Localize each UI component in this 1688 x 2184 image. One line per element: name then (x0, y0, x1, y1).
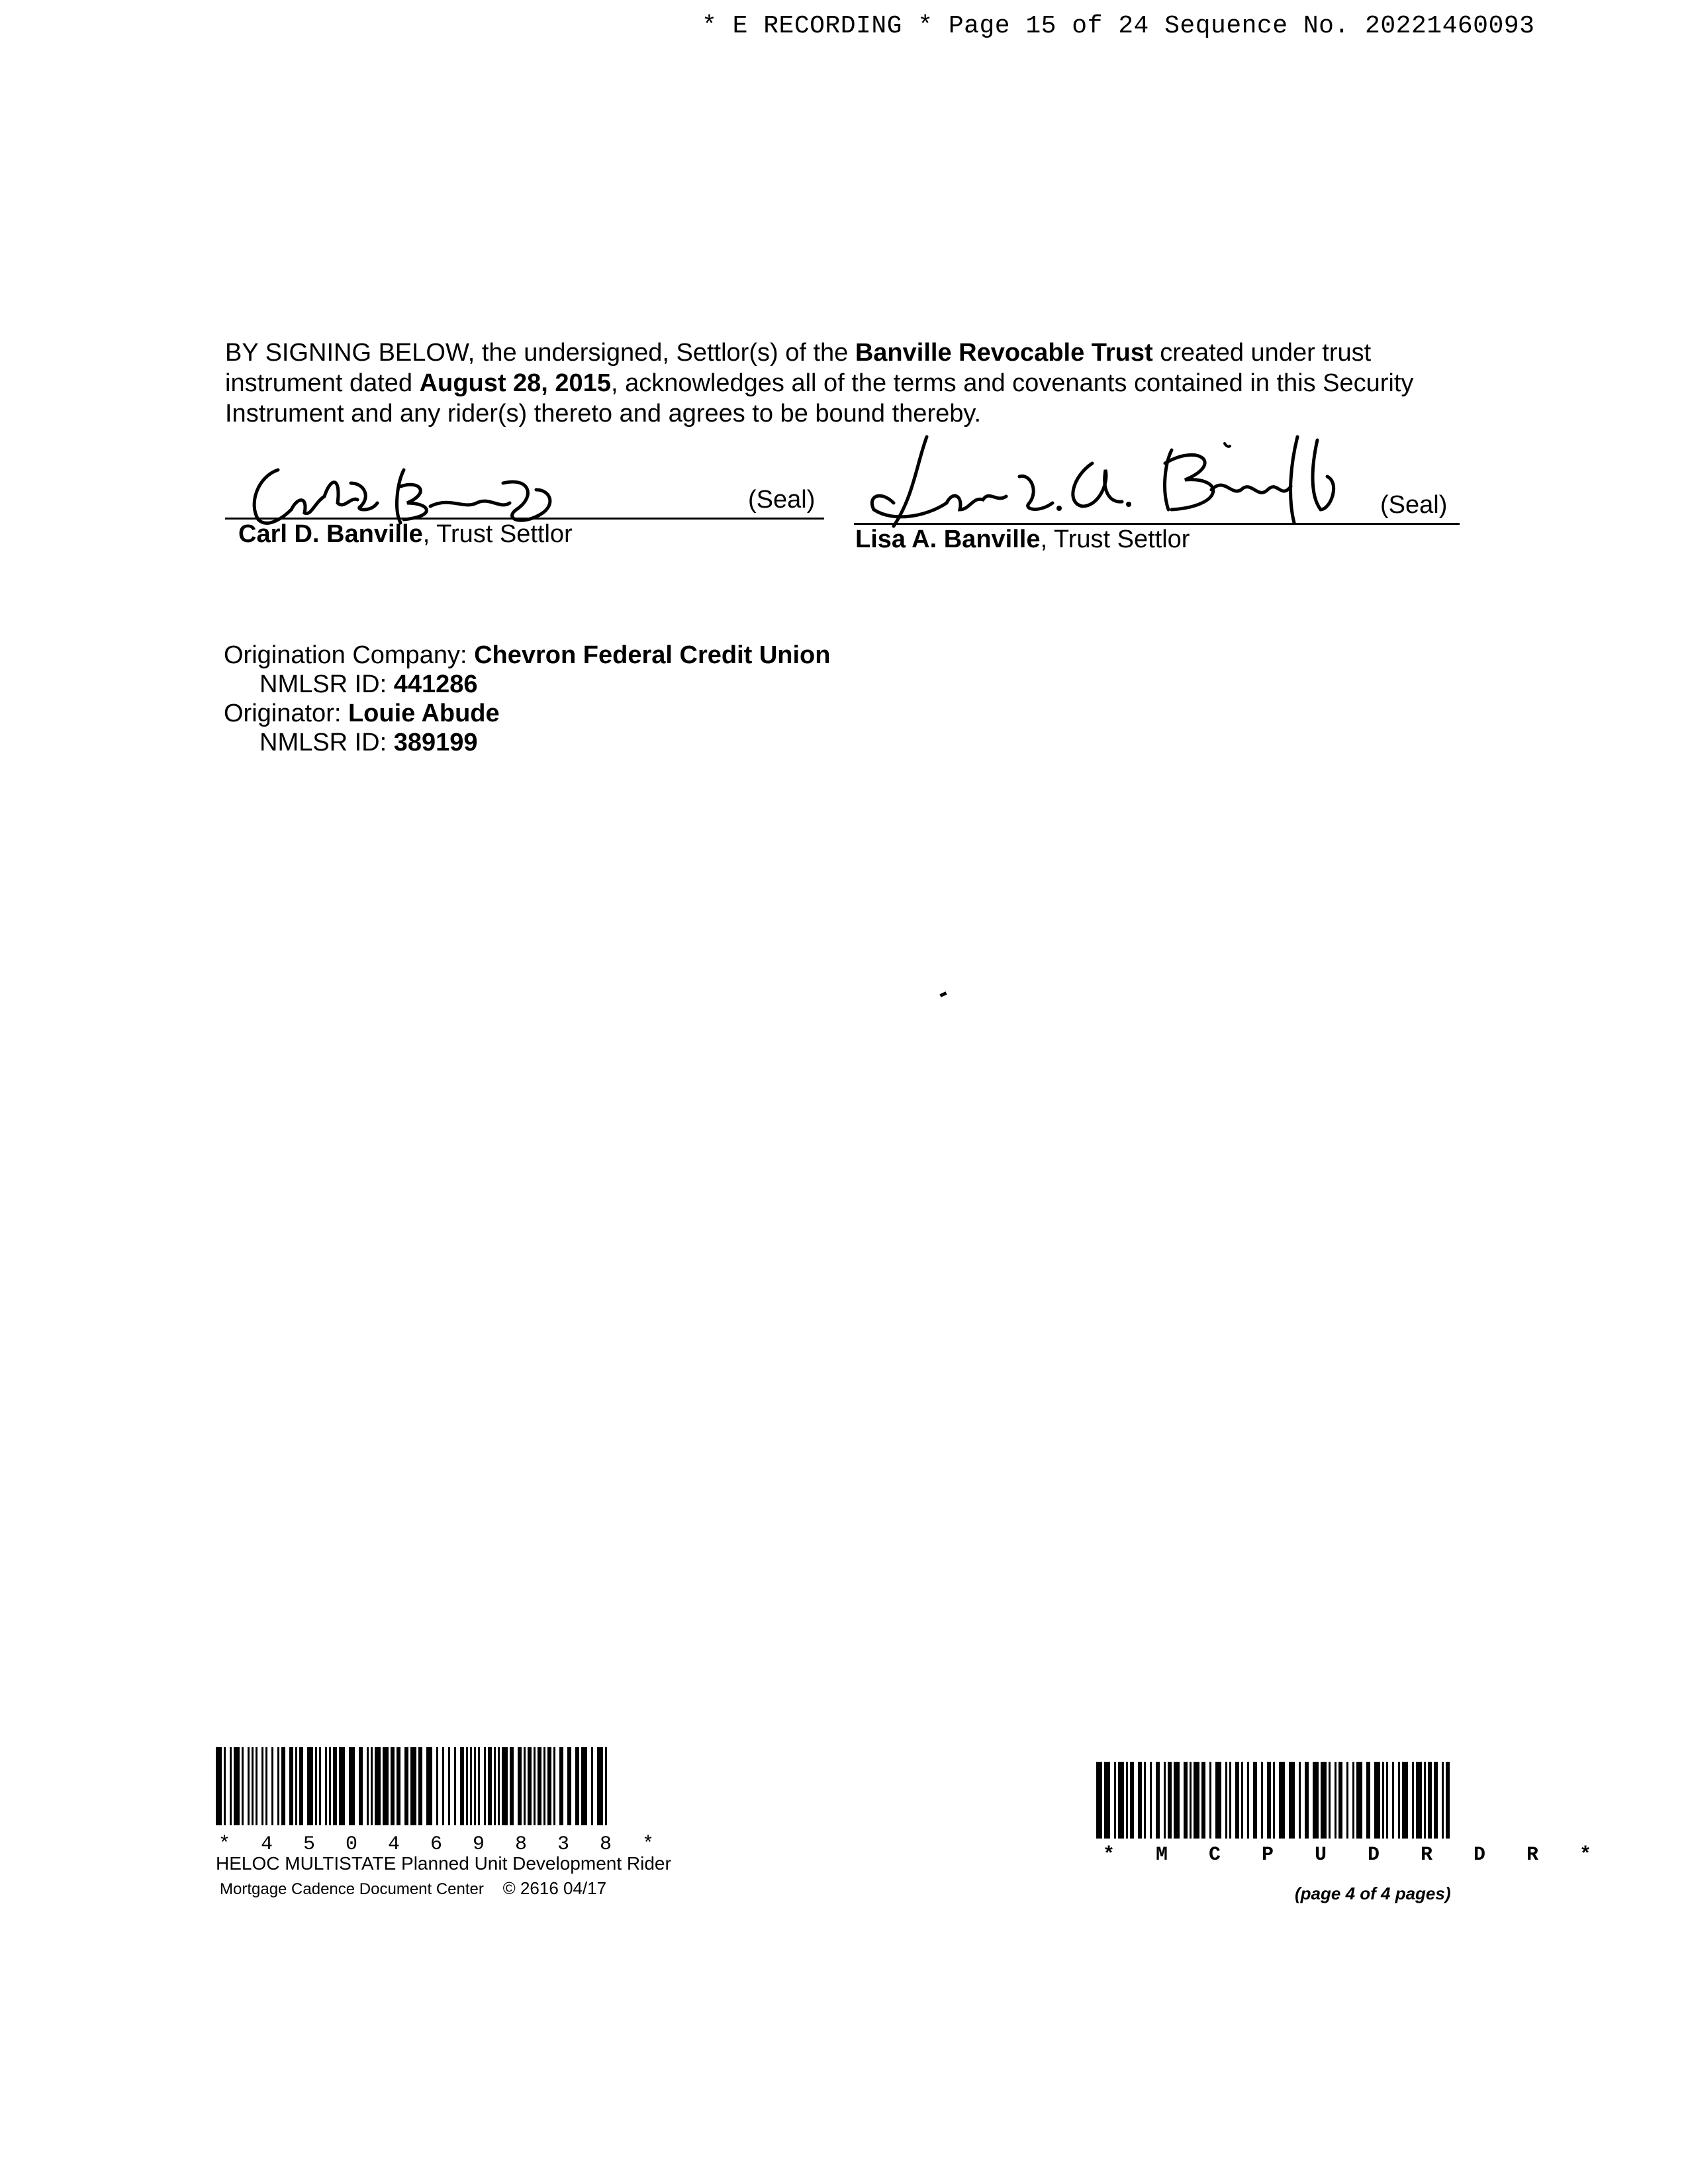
barcode-bar (1338, 1762, 1342, 1839)
barcode-bar (248, 1747, 250, 1825)
barcode-bar (591, 1747, 593, 1825)
barcode-bar (605, 1747, 607, 1825)
barcode-bar (575, 1747, 579, 1825)
barcode-bar (454, 1747, 456, 1825)
barcode-bar (1225, 1762, 1227, 1839)
barcode-bar (538, 1747, 541, 1825)
barcode-bar (383, 1747, 389, 1825)
barcode-bar (1386, 1762, 1388, 1839)
barcode-bar (1273, 1762, 1275, 1839)
barcode-bar (1442, 1762, 1444, 1839)
barcode-bar (1184, 1762, 1188, 1839)
barcode-bar (216, 1747, 222, 1825)
barcode-bar (1126, 1762, 1128, 1839)
barcode-bar (1261, 1762, 1263, 1839)
barcode-bar (1279, 1762, 1285, 1839)
seal-label-carl: (Seal) (748, 486, 816, 514)
barcode-bar (391, 1747, 395, 1825)
barcode-bar (1434, 1762, 1438, 1839)
barcode-right-text: * M C P U D R D R * (1103, 1844, 1607, 1866)
barcode-bar (371, 1747, 373, 1825)
recording-header: * E RECORDING * Page 15 of 24 Sequence No. 20221460093 (702, 12, 1535, 40)
barcode-bar (1130, 1762, 1134, 1839)
barcode-bar (510, 1747, 514, 1825)
barcode-bar (299, 1747, 303, 1825)
barcode-bar (1229, 1762, 1231, 1839)
barcode-bar (397, 1747, 400, 1825)
barcode-bar (567, 1747, 571, 1825)
barcode-bar (460, 1747, 464, 1825)
barcode-bar (1446, 1762, 1450, 1839)
barcode-bar (1313, 1762, 1319, 1839)
barcode-bar (230, 1747, 232, 1825)
barcode-bar (1428, 1762, 1432, 1839)
originator-value: Louie Abude (348, 700, 500, 727)
barcode-bar (547, 1747, 551, 1825)
barcode-bar (484, 1747, 486, 1825)
barcode-bar (1392, 1762, 1394, 1839)
barcode-bar (1346, 1762, 1348, 1839)
barcode-bar (261, 1747, 263, 1825)
form-code: © 2616 04/17 (502, 1878, 607, 1898)
signature-lisa (854, 424, 1344, 536)
barcode-bar (597, 1747, 603, 1825)
barcode-bar (224, 1747, 226, 1825)
barcode-bar (1299, 1762, 1301, 1839)
barcode-bar (1194, 1762, 1199, 1839)
barcode-bar (436, 1747, 438, 1825)
barcode-bar (329, 1747, 331, 1825)
barcode-bar (518, 1747, 522, 1825)
barcode-bar (1416, 1762, 1422, 1839)
signer-role-carl: , Trust Settlor (422, 520, 573, 548)
signer-name-carl (238, 520, 573, 549)
barcode-bar (494, 1747, 496, 1825)
originator-label: Originator: (224, 700, 348, 727)
signature-line-lisa (854, 523, 1460, 525)
barcode-bar (271, 1747, 273, 1825)
barcode-bar (470, 1747, 472, 1825)
barcode-bar (333, 1747, 337, 1825)
barcode-bar (1402, 1762, 1408, 1839)
barcode-bar (1374, 1762, 1380, 1839)
barcode-left (216, 1747, 613, 1837)
barcode-bar (528, 1747, 532, 1825)
signer-name-lisa-bold: Lisa A. Banville (855, 525, 1041, 553)
barcode-bar (1241, 1762, 1243, 1839)
form-source-line (220, 1878, 606, 1899)
barcode-bar (1156, 1762, 1160, 1839)
barcode-bar (277, 1747, 279, 1825)
form-source: Mortgage Cadence Document Center (220, 1880, 484, 1898)
origination-company-label: Origination Company: (224, 641, 475, 669)
barcode-bar (1366, 1762, 1370, 1839)
barcode-bar (289, 1747, 293, 1825)
signature-block-lisa (854, 424, 1476, 563)
page-label: (page 4 of 4 pages) (1295, 1884, 1451, 1903)
originator-nmlsr-label: NMLSR ID: (259, 729, 394, 756)
barcode-bar (498, 1747, 500, 1825)
barcode-bar (502, 1747, 508, 1825)
signature-line-carl (225, 518, 824, 520)
barcode-bar (466, 1747, 468, 1825)
barcode-bar (1329, 1762, 1331, 1839)
barcode-bar (319, 1747, 321, 1825)
barcode-left-text: * 4 5 0 4 6 9 8 3 8 * (218, 1833, 664, 1856)
barcode-bar (534, 1747, 536, 1825)
barcode-bar (359, 1747, 363, 1825)
barcode-bar (256, 1747, 258, 1825)
barcode-bar (265, 1747, 267, 1825)
signer-name-carl-bold: Carl D. Banville (238, 520, 423, 548)
company-nmlsr-value: 441286 (393, 670, 478, 698)
barcode-bar (1247, 1762, 1249, 1839)
barcode-bar (349, 1747, 355, 1825)
company-nmlsr-line (259, 670, 478, 699)
origination-company-value: Chevron Federal Credit Union (474, 641, 831, 669)
barcode-bar (1150, 1762, 1152, 1839)
acknowledgment-paragraph (225, 338, 1470, 429)
barcode-bar (1412, 1762, 1414, 1839)
barcode-bar (1289, 1762, 1295, 1839)
barcode-bar (307, 1747, 313, 1825)
barcode-bar (367, 1747, 369, 1825)
barcode-bar (295, 1747, 297, 1825)
seal-label-lisa: (Seal) (1380, 491, 1448, 519)
barcode-bar (1096, 1762, 1102, 1839)
barcode-bar (442, 1747, 444, 1825)
barcode-bar (426, 1747, 432, 1825)
barcode-bar (410, 1747, 416, 1825)
barcode-bar (1114, 1762, 1116, 1839)
barcode-bar (1144, 1762, 1146, 1839)
signature-block-carl (225, 437, 821, 556)
trust-name: Banville Revocable Trust (855, 339, 1153, 367)
signer-name-lisa (855, 525, 1190, 554)
ack-text-3: , acknowledges all of the terms and covenants contained in this Security Instrument and any rider(s) thereto and agrees to be bound thereby. (225, 369, 1414, 428)
barcode-bar (1305, 1762, 1309, 1839)
barcode-bar (1352, 1762, 1354, 1839)
originator-nmlsr-value: 389199 (393, 729, 478, 756)
company-nmlsr-label: NMLSR ID: (259, 670, 394, 698)
signer-role-lisa: , Trust Settlor (1040, 525, 1190, 553)
barcode-bar (1209, 1762, 1211, 1839)
barcode-bar (474, 1747, 476, 1825)
barcode-bar (325, 1747, 327, 1825)
barcode-bar (1168, 1762, 1172, 1839)
form-title: HELOC MULTISTATE Planned Unit Development Rider (216, 1853, 671, 1874)
barcode-bar (524, 1747, 526, 1825)
originator-line (224, 699, 500, 728)
barcode-bar (1118, 1762, 1124, 1839)
barcode-bar (242, 1747, 244, 1825)
barcode-bar (1382, 1762, 1384, 1839)
barcode-bar (553, 1747, 555, 1825)
barcode-bar (234, 1747, 240, 1825)
barcode-bar (1424, 1762, 1426, 1839)
trust-date: August 28, 2015 (419, 369, 611, 397)
scan-mark (939, 991, 947, 997)
barcode-bar (1356, 1762, 1362, 1839)
barcode-bar (315, 1747, 317, 1825)
originator-nmlsr-line (259, 728, 478, 757)
barcode-bar (1335, 1762, 1336, 1839)
barcode-bar (281, 1747, 285, 1825)
barcode-bar (1174, 1762, 1180, 1839)
barcode-bar (581, 1747, 587, 1825)
barcode-bar (1235, 1762, 1239, 1839)
origination-company-line (224, 641, 830, 670)
barcode-bar (478, 1747, 480, 1825)
barcode-bar (448, 1747, 450, 1825)
barcode-bar (1321, 1762, 1327, 1839)
ack-text-1: BY SIGNING BELOW, the undersigned, Settlor(s) of the (225, 339, 855, 367)
barcode-bar (559, 1747, 563, 1825)
barcode-bar (339, 1747, 345, 1825)
barcode-bar (1138, 1762, 1142, 1839)
barcode-bar (488, 1747, 492, 1825)
barcode-bar (543, 1747, 545, 1825)
barcode-bar (1215, 1762, 1221, 1839)
barcode-bar (1267, 1762, 1271, 1839)
barcode-bar (418, 1747, 422, 1825)
barcode-bar (1201, 1762, 1205, 1839)
barcode-bar (1398, 1762, 1400, 1839)
barcode-bar (1104, 1762, 1110, 1839)
barcode-bar (252, 1747, 254, 1825)
barcode-right (1096, 1762, 1454, 1846)
barcode-bar (1164, 1762, 1166, 1839)
ack-text-2: created under trust instrument dated (225, 339, 1372, 397)
barcode-bar (1253, 1762, 1257, 1839)
barcode-bar (404, 1747, 408, 1825)
barcode-bar (375, 1747, 381, 1825)
barcode-bar (1190, 1762, 1192, 1839)
